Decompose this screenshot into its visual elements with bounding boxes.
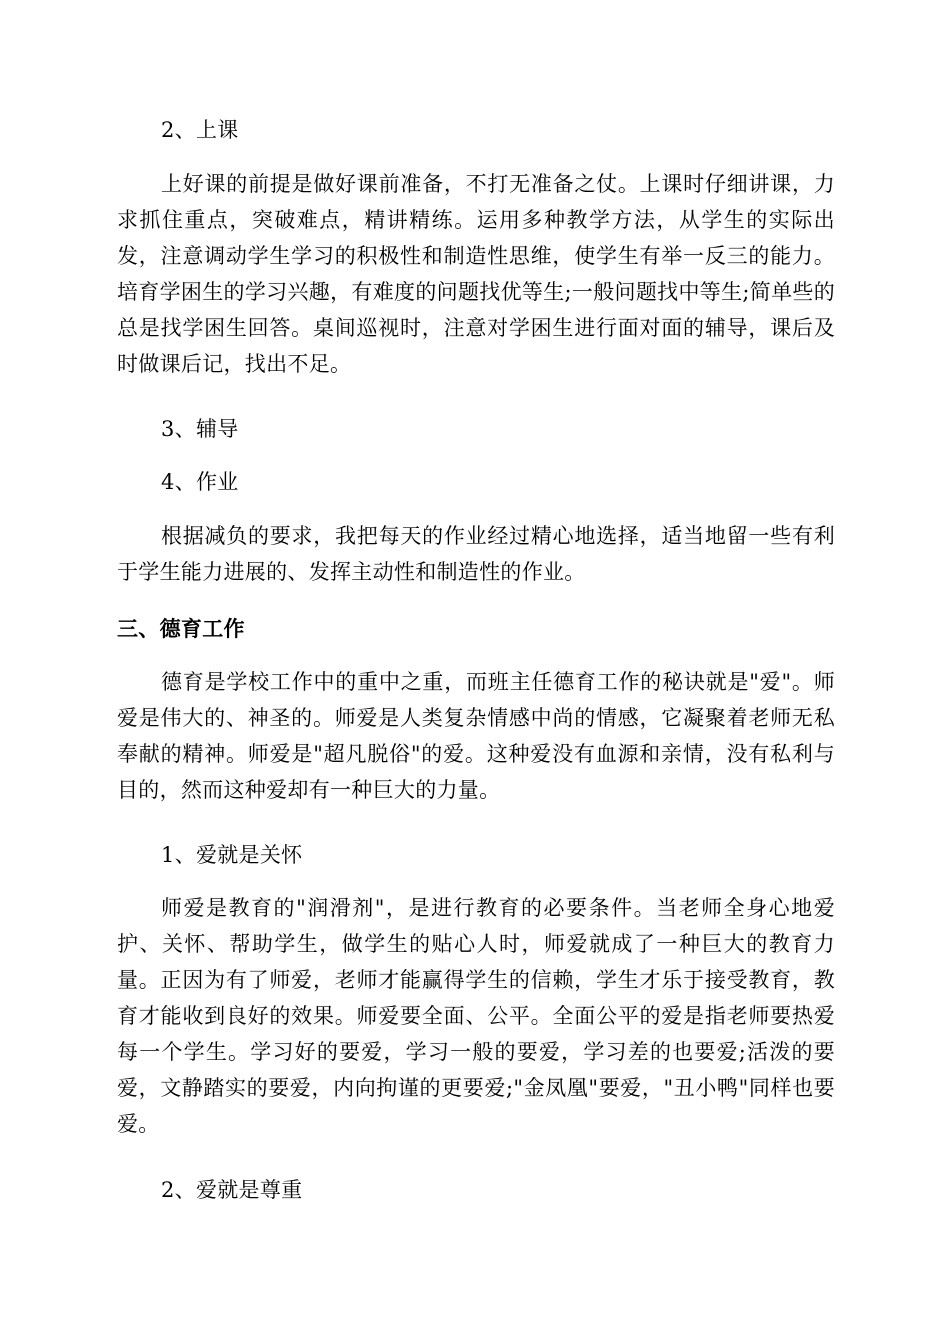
- section-heading-moral-education: 三、德育工作: [117, 617, 245, 641]
- subheading-homework: 4、作业: [161, 470, 239, 494]
- paragraph-lecture: 上好课的前提是做好课前准备，不打无准备之仗。上课时仔细讲课，力求抓住重点，突破难点，精讲精练。运用多种教学方法，从学生的实际出发，注意调动学生学习的积极性和制造性思维，使学生有举一反三的能力。培育学困生的学习兴趣，有难度的问题找优等生;一般问题找中等生;简单些的总是找学困生回答。桌间巡视时，注意对学困生进行面对面的辅导，课后及时做课后记，找出不足。: [117, 172, 835, 376]
- paragraph-homework: 根据减负的要求，我把每天的作业经过精心地选择，适当地留一些有利于学生能力进展的、发挥主动性和制造性的作业。: [117, 524, 835, 584]
- paragraph-love-is-care: 师爱是教育的"润滑剂"，是进行教育的必要条件。当老师全身心地爱护、关怀、帮助学生，做学生的贴心人时，师爱就成了一种巨大的教育力量。正因为有了师爱，老师才能赢得学生的信赖，学生才乐于接受教育，教育才能收到良好的效果。师爱要全面、公平。全面公平的爱是指老师要热爱每一个学生。学习好的要爱，学习一般的要爱，学习差的也要爱;活泼的要爱，文静踏实的要爱，内向拘谨的更要爱;"金凤凰"要爱，"丑小鸭"同样也要爱。: [117, 896, 835, 1136]
- paragraph-moral-education: 德育是学校工作中的重中之重，而班主任德育工作的秘诀就是"爱"。师爱是伟大的、神圣的。师爱是人类复杂情感中尚的情感，它凝聚着老师无私奉献的精神。师爱是"超凡脱俗"的爱。这种爱没有血源和亲情，没有私利与目的，然而这种爱却有一种巨大的力量。: [117, 670, 835, 802]
- subheading-love-is-care: 1、爱就是关怀: [161, 843, 303, 867]
- subheading-lecture: 2、上课: [161, 118, 239, 142]
- subheading-love-is-respect: 2、爱就是尊重: [161, 1178, 303, 1202]
- subheading-tutoring: 3、辅导: [161, 417, 239, 441]
